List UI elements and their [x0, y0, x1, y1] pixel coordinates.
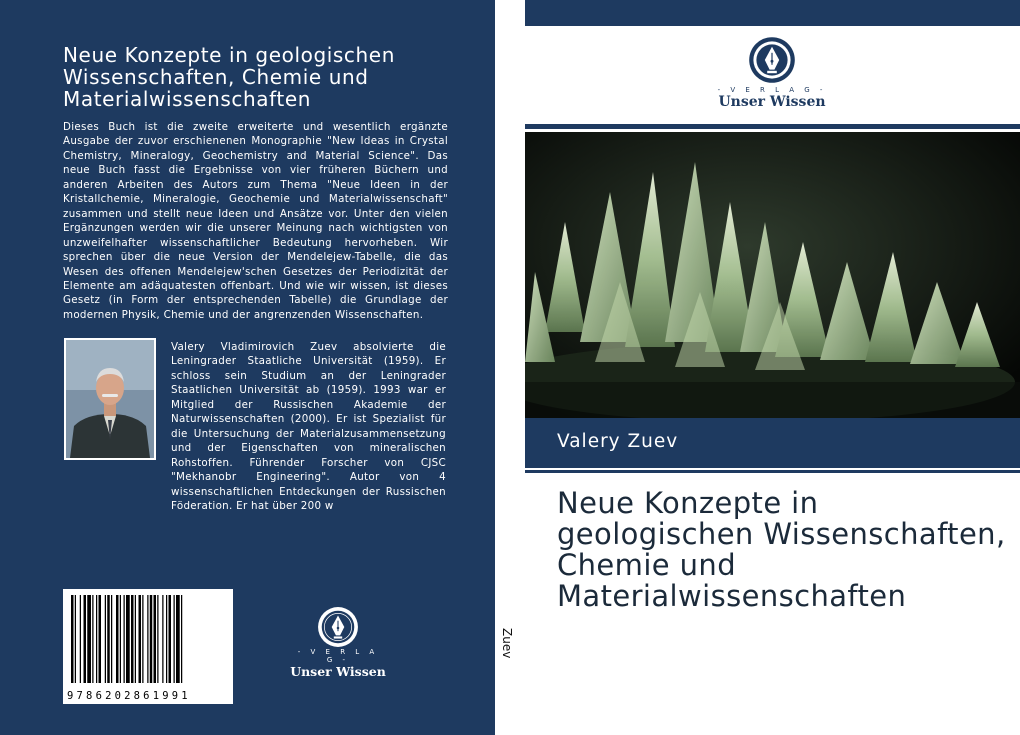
- quartz-crystal-cluster-icon: [525, 132, 1020, 418]
- publisher-name: Unser Wissen: [718, 94, 826, 110]
- pen-nib-seal-icon: [317, 606, 359, 648]
- front-top-bar: [525, 0, 1020, 26]
- back-cover: [0, 0, 495, 735]
- publisher-verlag: - V E R L A G -: [717, 86, 827, 94]
- publisher-verlag: - V E R L A G -: [297, 648, 379, 664]
- pen-nib-seal-icon: [748, 36, 796, 84]
- back-title: Neue Konzepte in geologischen Wissenschaften, Chemie und Materialwissenschaften: [63, 43, 395, 111]
- spine: [495, 0, 525, 735]
- isbn-number: 9786202861991: [67, 690, 191, 702]
- publisher-logo-back: [290, 606, 386, 679]
- front-cover: [525, 0, 1020, 735]
- divider: [525, 124, 1020, 129]
- spine-author: Zuev: [500, 628, 514, 659]
- book-description: Dieses Buch ist die zweite erweiterte und wesentlich ergänzte Ausgabe der zuvor erschienenen Monographie "New Ideas in Crystal Chemistry, Mineralogy, Geochemistry and Material Science". Das neue Buch fasst die Ergebnisse von vier früheren Büchern und anderen Arbeiten des Autors zum Thema "Neue Ideen in der Kristallchemie, Mineralogie, Geochemie und Materialwissenschaft" zusammen und stellt neue Ideen und Ansätze vor. Unter den vielen Ergänzungen werden wir die unserer Meinung nach wichtigsten von unzweifelhafter wissenschaftlicher Bedeutung hervorheben. Wir sprechen über die neue Version der Mendelejew-Tabelle, die das Wesen des offenen Mendelejew'schen Gesetzes der Periodizität der Elemente am adäquatesten offenbart. Und wie wir wissen, ist dieses Gesetz (in Form der entsprechenden Tabelle) die Grundlage der modernen Physik, Chemie und der angrenzenden Wissenschaften.: [63, 121, 448, 321]
- author-bio: Valery Vladimirovich Zuev absolvierte die Leningrader Staatliche Universität (1959). Er schloss sein Studium an der Leningrader Staatlichen Universität ab (1959). 1993 war er Mitglied der Russischen Akademie der Naturwissenschaften (2000). Er ist Spezialist für die Untersuchung der Materialzusammensetzung und der Eigenschaften von mineralischen Rohstoffen. Führender Forscher von CJSC "Mekhanobr Engineering". Autor von 4 wissenschaftlichen Entdeckungen der Russischen Föderation. Er hat über 200 w: [171, 341, 446, 512]
- isbn-barcode: [63, 589, 233, 704]
- author-band: [525, 418, 1020, 468]
- author-portrait-icon: [66, 340, 154, 458]
- publisher-name: Unser Wissen: [290, 664, 386, 679]
- publisher-logo-front: [717, 36, 827, 110]
- front-title: Neue Konzepte in geologischen Wissenschaften, Chemie und Materialwissenschaften: [557, 486, 1006, 613]
- divider: [525, 470, 1020, 473]
- author-photo: [64, 338, 156, 460]
- front-author: Valery Zuev: [557, 431, 679, 452]
